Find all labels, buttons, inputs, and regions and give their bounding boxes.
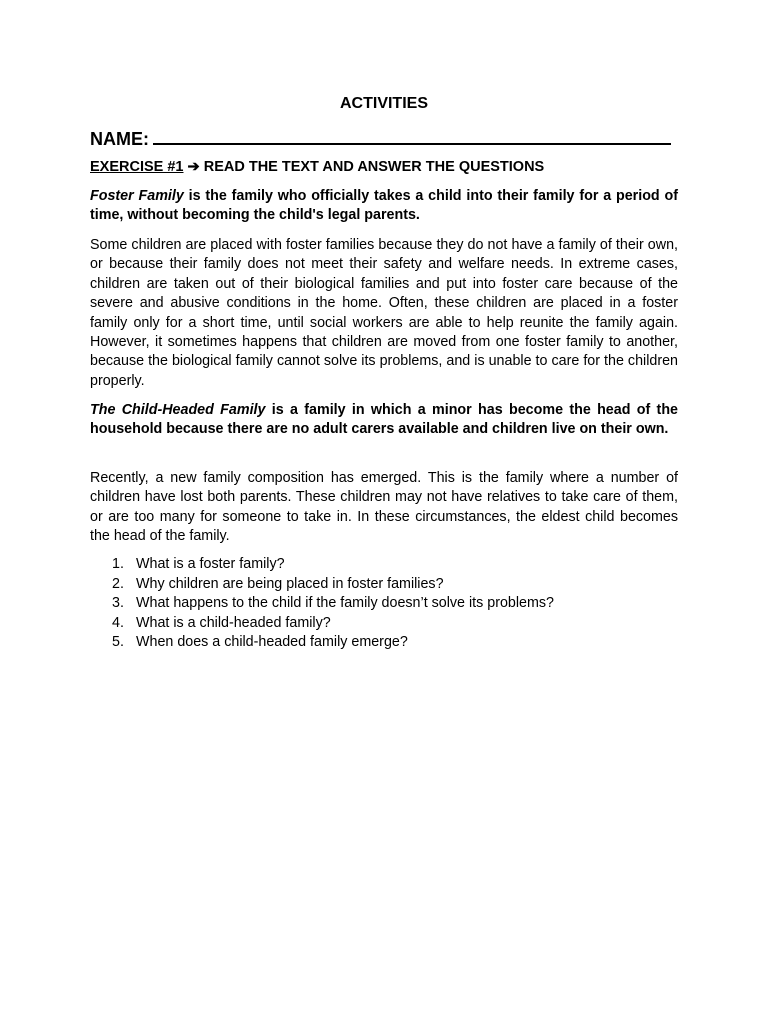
exercise-instruction: READ THE TEXT AND ANSWER THE QUESTIONS <box>203 159 545 175</box>
name-blank-line[interactable] <box>153 125 671 145</box>
child-headed-family-definition <box>90 401 678 440</box>
child-headed-family-paragraph: Recently, a new family composition has emerged. This is the family where a number of children have lost both parents. These children may not have relatives to take care of them, or are too many for someone to take in. In these circumstances, the eldest child becomes the head of the family. <box>90 470 678 545</box>
list-item <box>90 633 678 653</box>
exercise-heading <box>90 158 678 177</box>
question-number: 4. <box>112 614 124 631</box>
question-text: What is a child-headed family? <box>136 614 331 631</box>
exercise-label: EXERCISE #1 <box>90 159 184 175</box>
question-number: 1. <box>112 556 124 572</box>
list-item <box>90 555 678 575</box>
child-headed-family-definition-text: is a family in which a minor has become the head of the household because there are no adult carers available and children live on their own. <box>90 402 679 438</box>
arrow-right-icon: ➔ <box>187 159 200 175</box>
question-text: What happens to the child if the family doesn’t solve its problems? <box>136 595 555 612</box>
page-title: ACTIVITIES <box>339 95 428 112</box>
foster-family-paragraph: Some children are placed with foster families because they do not have a family of their own, or because their family does not meet their safety and welfare needs. In extreme cases, children are taken out of their biological families and put into foster care because of the severe and abusive conditions in the home. Often, these children are placed in a foster family only for a short time, until social workers are able to help reunite the family again. However, it sometimes happens that children are moved from one foster family to another, because the biological family cannot solve its problems, and is unable to care for the children properly. <box>90 237 678 389</box>
question-number: 3. <box>112 595 124 612</box>
question-text: Why children are being placed in foster families? <box>136 575 444 592</box>
list-item <box>90 594 678 614</box>
question-number: 5. <box>112 634 124 651</box>
list-item <box>90 575 678 595</box>
question-text: What is a foster family? <box>136 556 285 572</box>
foster-family-term: Foster Family <box>90 188 184 204</box>
question-number: 2. <box>112 575 124 592</box>
name-label: NAME: <box>90 129 149 149</box>
foster-family-definition-text: is the family who officially takes a child into their family for a period of time, without becoming the child's legal parents. <box>90 188 678 224</box>
question-text: When does a child-headed family emerge? <box>136 634 408 651</box>
foster-family-definition <box>90 187 678 226</box>
list-item <box>90 614 678 634</box>
question-list <box>90 555 678 653</box>
name-row <box>90 125 678 151</box>
child-headed-family-term: The Child-Headed Family <box>90 402 266 418</box>
